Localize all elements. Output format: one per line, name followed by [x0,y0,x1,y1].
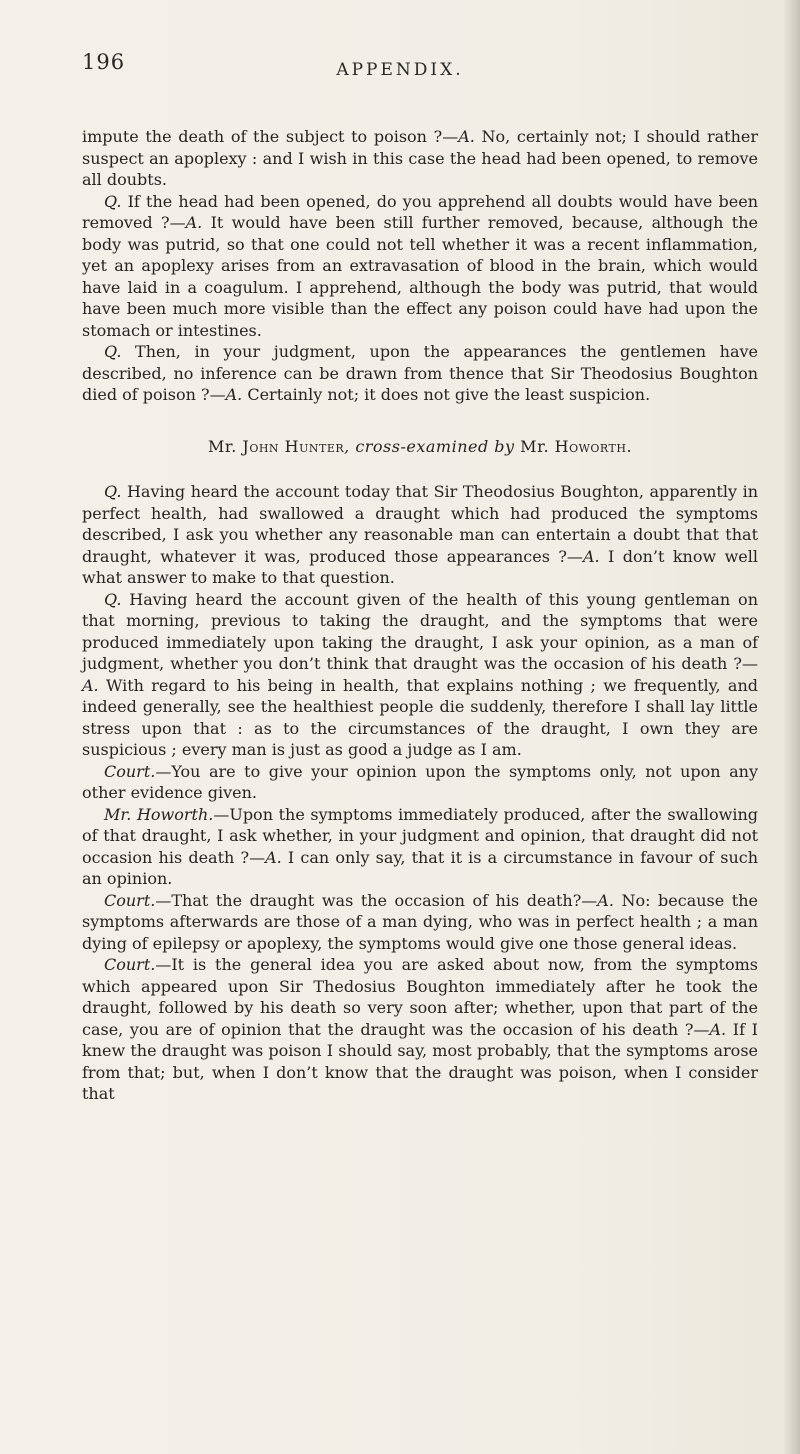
answer-marker: A. [458,127,475,146]
speaker-label: Mr. Howorth. [104,804,214,824]
answer-marker: A. [185,213,203,232]
running-head: APPENDIX. [336,60,464,80]
counsel-paragraph: Mr. Howorth.—Upon the symptoms immediately produced, after the swallowing of that draught, I ask whether, in your judgment and opinion, that draught did not occasion his death ?—A. I can only say, that it is a circumstance in favour of such an opinion. [82,804,759,888]
answer-marker: A. [597,890,614,910]
body-text [82,126,758,1105]
page-number: 196 [82,50,126,74]
speaker-label: Court. [104,890,156,910]
speaker-label: Court. [104,761,156,781]
question-paragraph: Q. Then, in your judgment, upon the appearances the gentlemen have described, no inference can be drawn from thence that Sir Theodosius Boughton died of poison ?—A. Certainly not; it does not give the least suspicion. [82,342,758,404]
question-paragraph: Q. If the head had been opened, do you apprehend all doubts would have been removed ?—A. It would have been still further removed, because, although the body was putrid, so that one could not tell whether it was a recent inflammation, yet an apoplexy arises from an extravasation of blood in the brain, which would have laid in a coagulum. I apprehend, although the body was putrid, that would have been much more visible than the effect any poison could have had upon the stomach or intestines. [82,191,758,340]
question-marker: Q. [104,482,122,501]
question-paragraph: Q. Having heard the account today that Sir Theodosius Boughton, apparently in perfect health, had swallowed a draught which had produced the symptoms described, I ask you whether any reasonable man can entertain a doubt that that draught, whatever it was, produced those appearances ?—A. I don’t know well what answer to make to that question. [82,482,758,587]
answer-marker: A. [709,1019,727,1039]
examiner-name: Howorth [554,436,627,456]
page-edge-shadow [784,0,800,1454]
court-paragraph: Court.—You are to give your opinion upon the symptoms only, not upon any other evidence given. [82,761,758,802]
question-marker: Q. [104,589,122,609]
answer-marker: A. [265,847,282,867]
court-paragraph: Court.—It is the general idea you are asked about now, from the symptoms which appeared upon Sir Thedosius Boughton immediately after he took the draught, followed by his death so very soon after; whether, upon that part of the case, you are of opinion that the draught was the occasion of his death ?—A. If I knew the draught was poison I should say, most probably, that the symptoms arose from that; but, when I don’t know that the draught was poison, when I consider that [82,955,758,1103]
speaker-label: Court. [104,955,156,974]
answer-marker: A. [225,385,243,404]
court-paragraph: Court.—That the draught was the occasion of his death?—A. No: because the symptoms afterwards are those of a man dying, who was in perfect health ; a man dying of epilepsy or apoplexy, the symptoms would give one those general ideas. [82,890,758,953]
question-paragraph: Q. Having heard the account given of the health of this young gentleman on that morning, previous to taking the draught, and the symptoms that were produced immediately upon taking the draught, I ask your opinion, as a man of judgment, whether you don’t think that draught was the occasion of his death ?—A. With regard to his being in health, that explains nothing ; we frequently, and indeed generally, see the healthiest people die suddenly, therefore I shall lay little stress upon that : as to the circumstances of the draught, I own they are suspicious ; every man is just as good a judge as I am. [82,589,758,759]
answer-marker: A. [82,675,99,695]
paragraph-continued: impute the death of the subject to poison ?—A. No, certainly not; I should rather suspect an apoplexy : and I wish in this case the head had been opened, to remove all doubts. [82,127,758,189]
witness-name: John Hunter [242,436,345,456]
question-marker: Q. [104,342,122,361]
question-marker: Q. [104,191,122,211]
answer-marker: A. [582,546,600,566]
section-heading: Mr. John Hunter, cross-examined by Mr. Howorth. [207,436,633,456]
